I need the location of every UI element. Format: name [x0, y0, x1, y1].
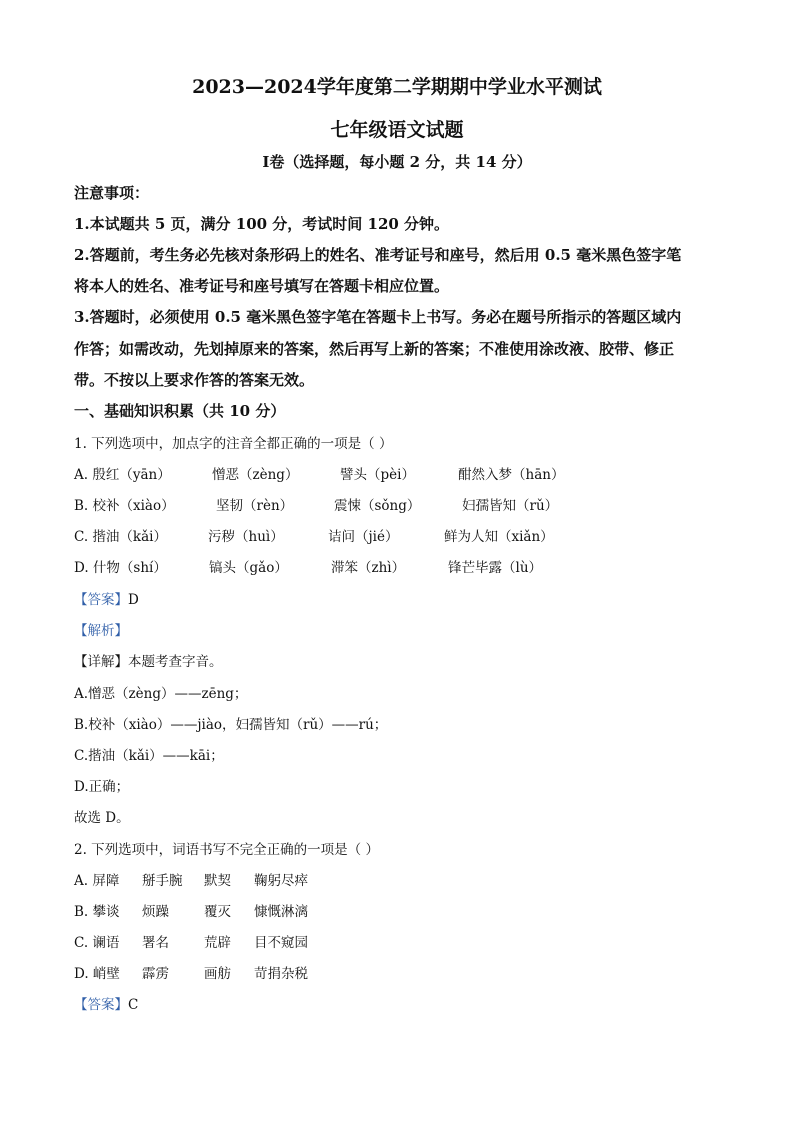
option-item: 滞笨（zhì）	[331, 560, 406, 576]
option-item: D. 峭壁	[74, 966, 120, 982]
answer-value: D	[128, 592, 139, 608]
option-item: 覆灭	[204, 904, 231, 920]
note-3-line-2: 作答；如需改动，先划掉原来的答案，然后再写上新的答案；不准使用涂改液、胶带、修正	[74, 340, 675, 358]
q1-stem: 1. 下列选项中，加点字的注音全都正确的一项是（ ）	[74, 436, 393, 452]
notes-heading: 注意事项：	[74, 184, 150, 202]
note-3-line-1: 3.答题时，必须使用 0.5 毫米黑色签字笔在答题卡上书写。务必在题号所指示的答题区域内	[74, 308, 682, 326]
option-item: 烦躁	[142, 904, 169, 920]
detail-tag: 【详解】	[74, 654, 128, 670]
option-item: 诘问（jié）	[328, 529, 399, 545]
note-2-line-2: 将本人的姓名、准考证号和座号填写在答题卡相应位置。	[74, 277, 450, 295]
q1-explain-b: B.校补（xiào）——jiào，妇孺皆知（rǔ）——rú；	[74, 717, 388, 733]
q1-explain-d: D.正确；	[74, 779, 130, 795]
option-item: A. 屏障	[74, 873, 120, 889]
option-item: 苛捐杂税	[254, 966, 308, 982]
detail-text: 本题考查字音。	[128, 654, 223, 670]
option-item: 掰手腕	[142, 873, 183, 889]
option-item: 鲜为人知（xiǎn）	[444, 529, 554, 545]
option-item: 坚韧（rèn）	[216, 498, 294, 514]
q2-stem: 2. 下列选项中，词语书写不完全正确的一项是（ ）	[74, 842, 379, 858]
q1-explain-c: C.揩油（kǎi）——kāi；	[74, 748, 224, 764]
note-3-line-3: 带。不按以上要求作答的答案无效。	[74, 371, 315, 389]
note-1: 1.本试题共 5 页，满分 100 分，考试时间 120 分钟。	[74, 215, 450, 233]
option-item: 目不窥园	[254, 935, 308, 951]
answer-value: C	[128, 997, 139, 1013]
option-item: 慷慨淋漓	[254, 904, 308, 920]
option-item: 鞠躬尽瘁	[254, 873, 308, 889]
option-item: 锋芒毕露（lù）	[448, 560, 543, 576]
q1-conclusion: 故选 D。	[74, 810, 130, 826]
option-item: A. 殷红（yān）	[74, 467, 171, 483]
option-item: 酣然入梦（hān）	[458, 467, 565, 483]
option-item: 妇孺皆知（rǔ）	[462, 498, 559, 514]
q1-detail	[74, 650, 223, 670]
q1-explain-a: A.憎恶（zèng）——zēng；	[74, 686, 248, 702]
exam-subtitle: 七年级语文试题	[330, 119, 464, 141]
part1-heading: 一、基础知识积累（共 10 分）	[74, 402, 286, 420]
option-item: 譬头（pèi）	[340, 467, 415, 483]
answer-tag: 【答案】	[74, 592, 128, 608]
option-item: 霹雳	[142, 966, 169, 982]
option-item: 镐头（gǎo）	[209, 560, 288, 576]
option-item: C. 揩油（kǎi）	[74, 529, 167, 545]
option-item: 荒辟	[204, 935, 231, 951]
option-item: 憎恶（zèng）	[212, 467, 299, 483]
exam-title: 2023—2024学年度第二学期期中学业水平测试	[192, 76, 602, 98]
option-item: D. 什物（shí）	[74, 560, 167, 576]
note-2-line-1: 2.答题前，考生务必先核对条形码上的姓名、准考证号和座号，然后用 0.5 毫米黑色签字笔	[74, 246, 682, 264]
option-item: 污秽（huì）	[208, 529, 284, 545]
q1-answer	[74, 588, 139, 608]
answer-tag: 【答案】	[74, 997, 128, 1013]
option-item: C. 谰语	[74, 935, 120, 951]
option-item: B. 校补（xiào）	[74, 498, 175, 514]
q2-answer	[74, 993, 138, 1013]
option-item: 默契	[204, 873, 231, 889]
option-item: B. 攀谈	[74, 904, 120, 920]
option-item: 震悚（sǒng）	[334, 498, 421, 514]
option-item: 画舫	[204, 966, 231, 982]
q1-analysis-tag: 【解析】	[74, 623, 128, 639]
option-item: 署名	[142, 935, 169, 951]
section-heading: Ⅰ卷（选择题，每小题 2 分，共 14 分）	[262, 153, 532, 171]
